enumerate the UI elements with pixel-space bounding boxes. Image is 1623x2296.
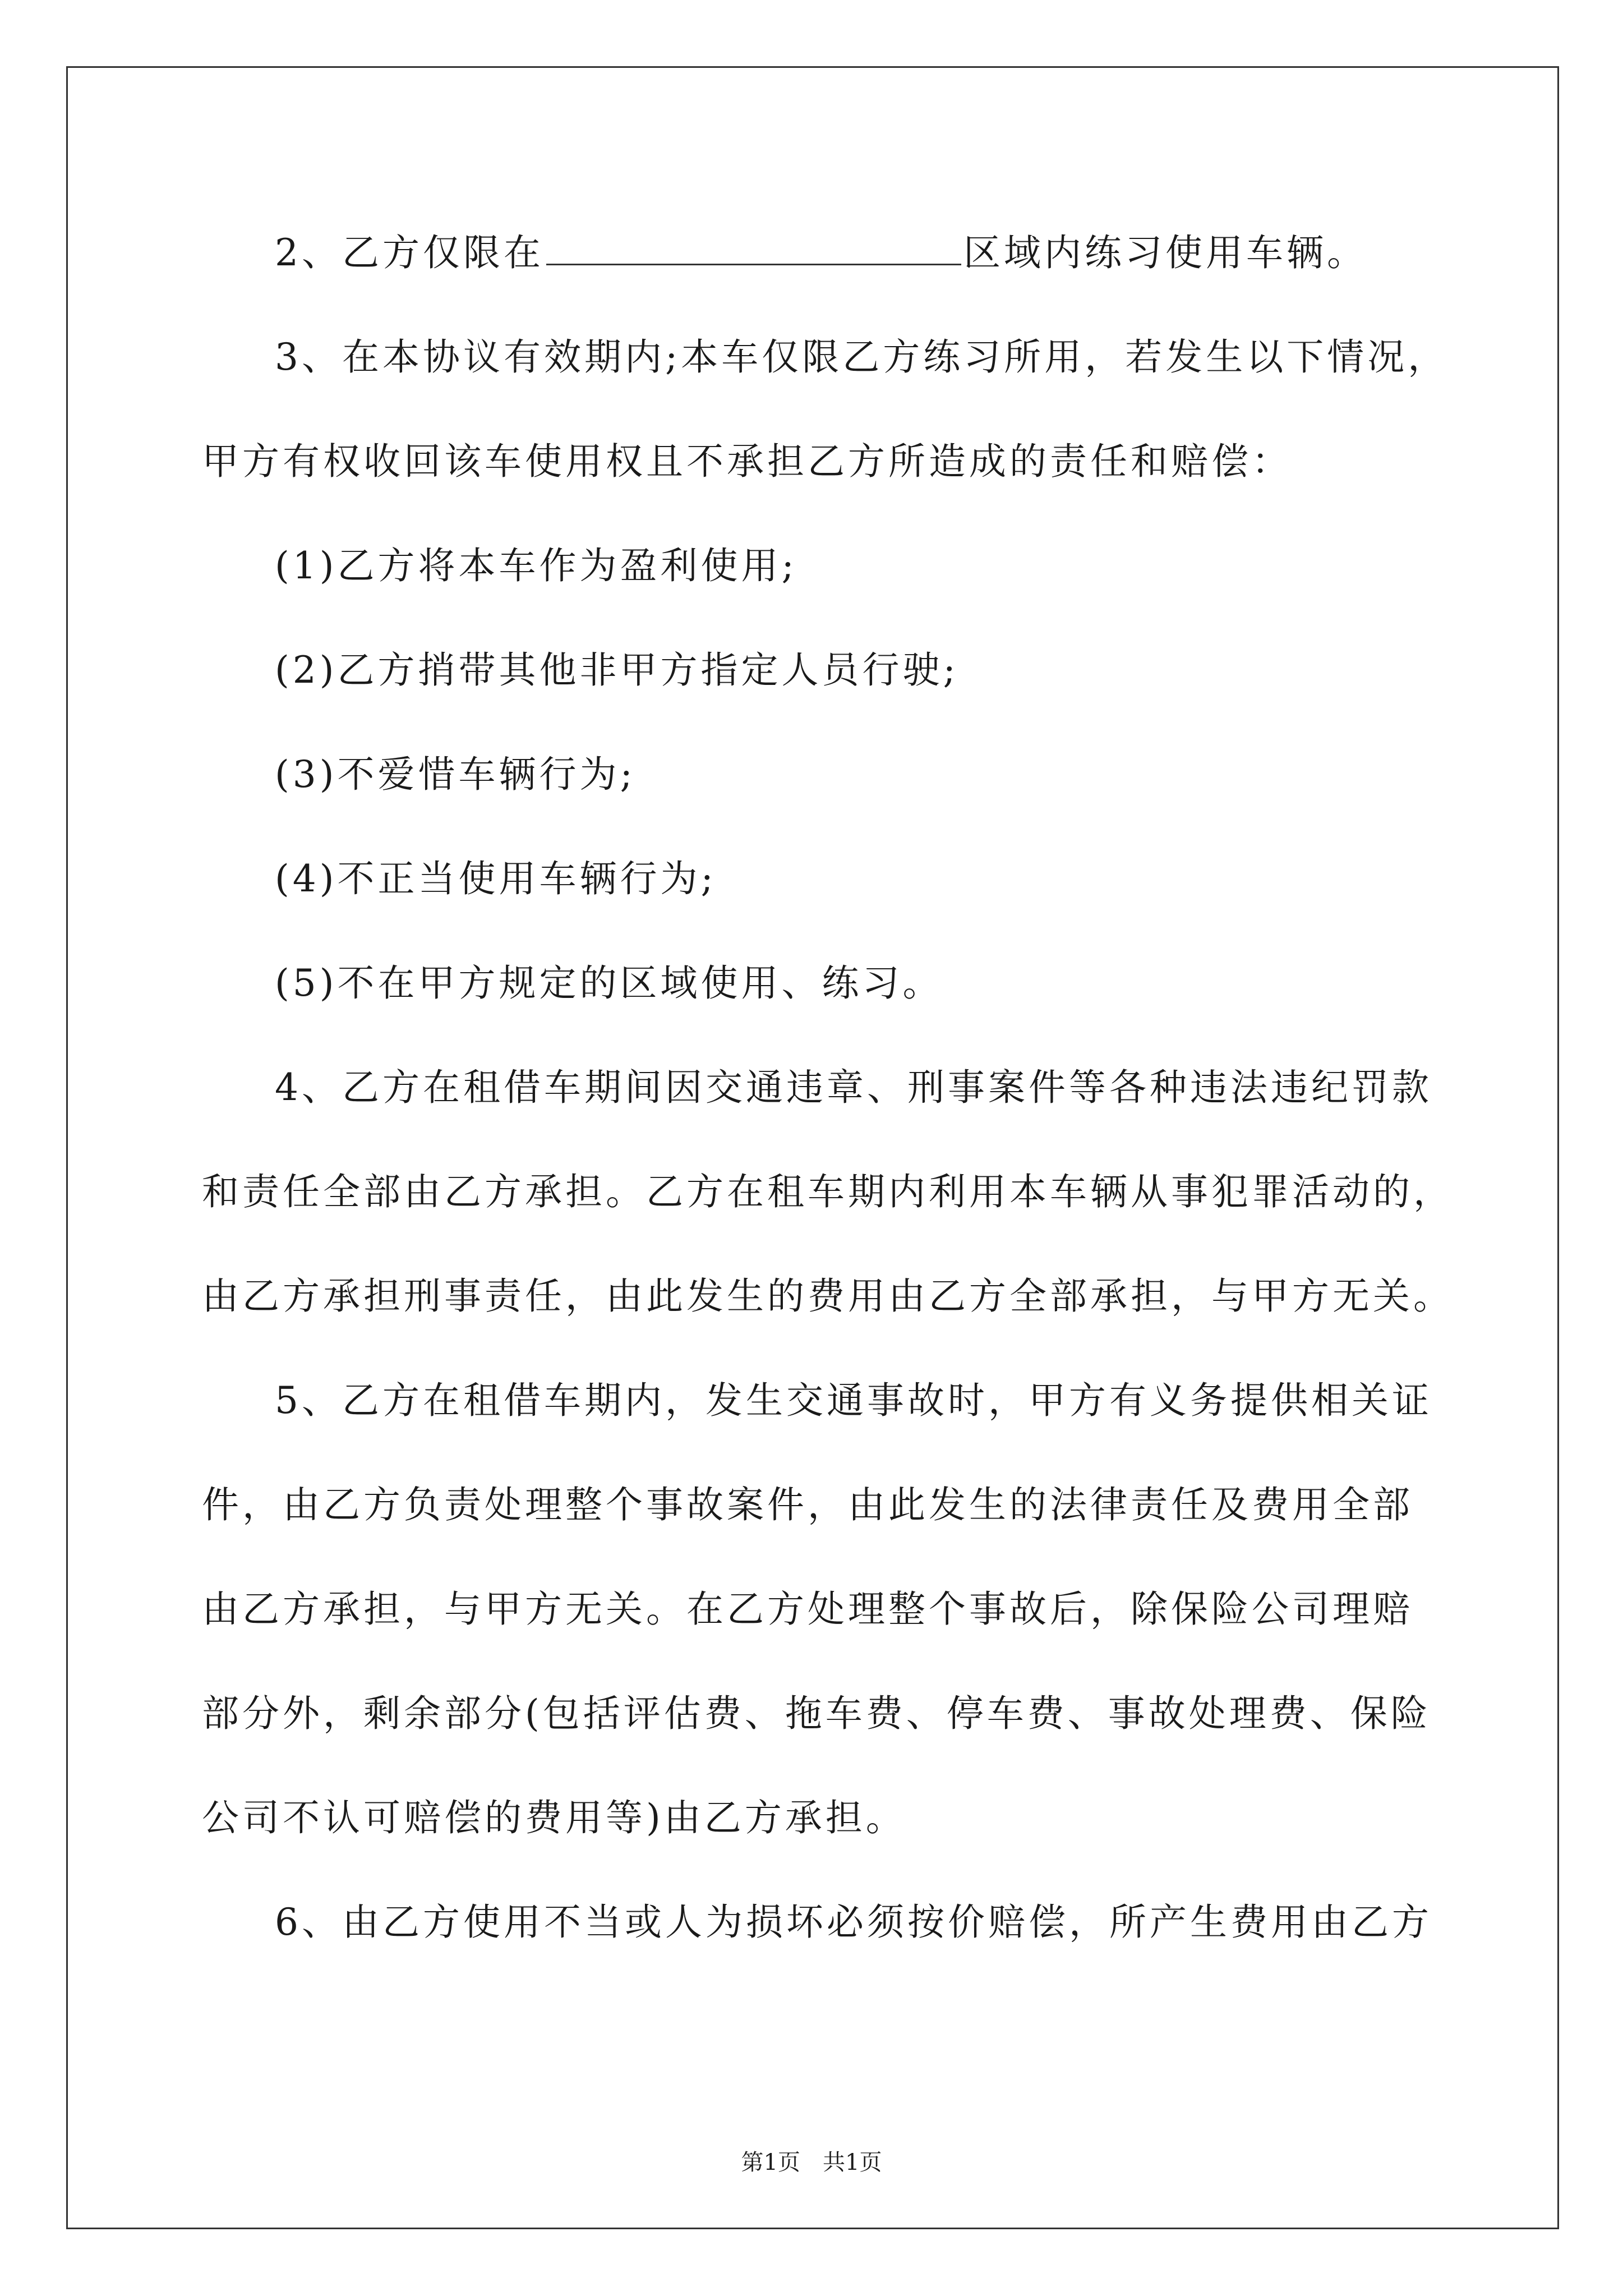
clause-5-line-5: 公司不认可赔偿的费用等)由乙方承担。 bbox=[202, 1796, 906, 1839]
item-5: (5)不在甲方规定的区域使用、练习。 bbox=[275, 961, 943, 1005]
page-footer bbox=[0, 2151, 1623, 2174]
page-total: 共1页 bbox=[823, 2150, 882, 2175]
clause-5-line-4: 部分外，剩余部分(包括评估费、拖车费、停车费、事故处理费、保险 bbox=[202, 1692, 1431, 1735]
clause-3-line-2: 甲方有权收回该车使用权且不承担乙方所造成的责任和赔偿： bbox=[202, 440, 1292, 483]
clause-3-line-1: 3、在本协议有效期内;本车仅限乙方练习所用，若发生以下情况， bbox=[275, 335, 1449, 379]
page-number: 第1页 bbox=[741, 2150, 800, 2175]
clause-4-line-2: 和责任全部由乙方承担。乙方在租车期内利用本车辆从事犯罪活动的， bbox=[202, 1170, 1454, 1213]
item-3: (3)不爱惜车辆行为; bbox=[275, 753, 636, 796]
clause-6-line-1: 6、由乙方使用不当或人为损坏必须按价赔偿，所产生费用由乙方 bbox=[275, 1901, 1432, 1944]
clause-2-line bbox=[275, 231, 1367, 274]
clause-4-line-1: 4、乙方在租借车期间因交通违章、刑事案件等各种违法违纪罚款 bbox=[275, 1066, 1432, 1109]
item-1: (1)乙方将本车作为盈利使用; bbox=[275, 544, 797, 587]
clause-2-prefix: 2、乙方仅限在 bbox=[275, 231, 544, 274]
item-4: (4)不正当使用车辆行为; bbox=[275, 857, 717, 900]
clause-5-line-1: 5、乙方在租借车期内，发生交通事故时，甲方有义务提供相关证 bbox=[275, 1379, 1432, 1422]
clause-4-line-3: 由乙方承担刑事责任，由此发生的费用由乙方全部承担，与甲方无关。 bbox=[202, 1274, 1454, 1318]
clause-5-line-2: 件，由乙方负责处理整个事故案件，由此发生的法律责任及费用全部 bbox=[202, 1483, 1413, 1526]
region-blank-field bbox=[546, 234, 961, 265]
item-2: (2)乙方捎带其他非甲方指定人员行驶; bbox=[275, 648, 959, 692]
clause-2-suffix: 区域内练习使用车辆。 bbox=[963, 231, 1367, 274]
clause-5-line-3: 由乙方承担，与甲方无关。在乙方处理整个事故后，除保险公司理赔 bbox=[202, 1588, 1413, 1631]
